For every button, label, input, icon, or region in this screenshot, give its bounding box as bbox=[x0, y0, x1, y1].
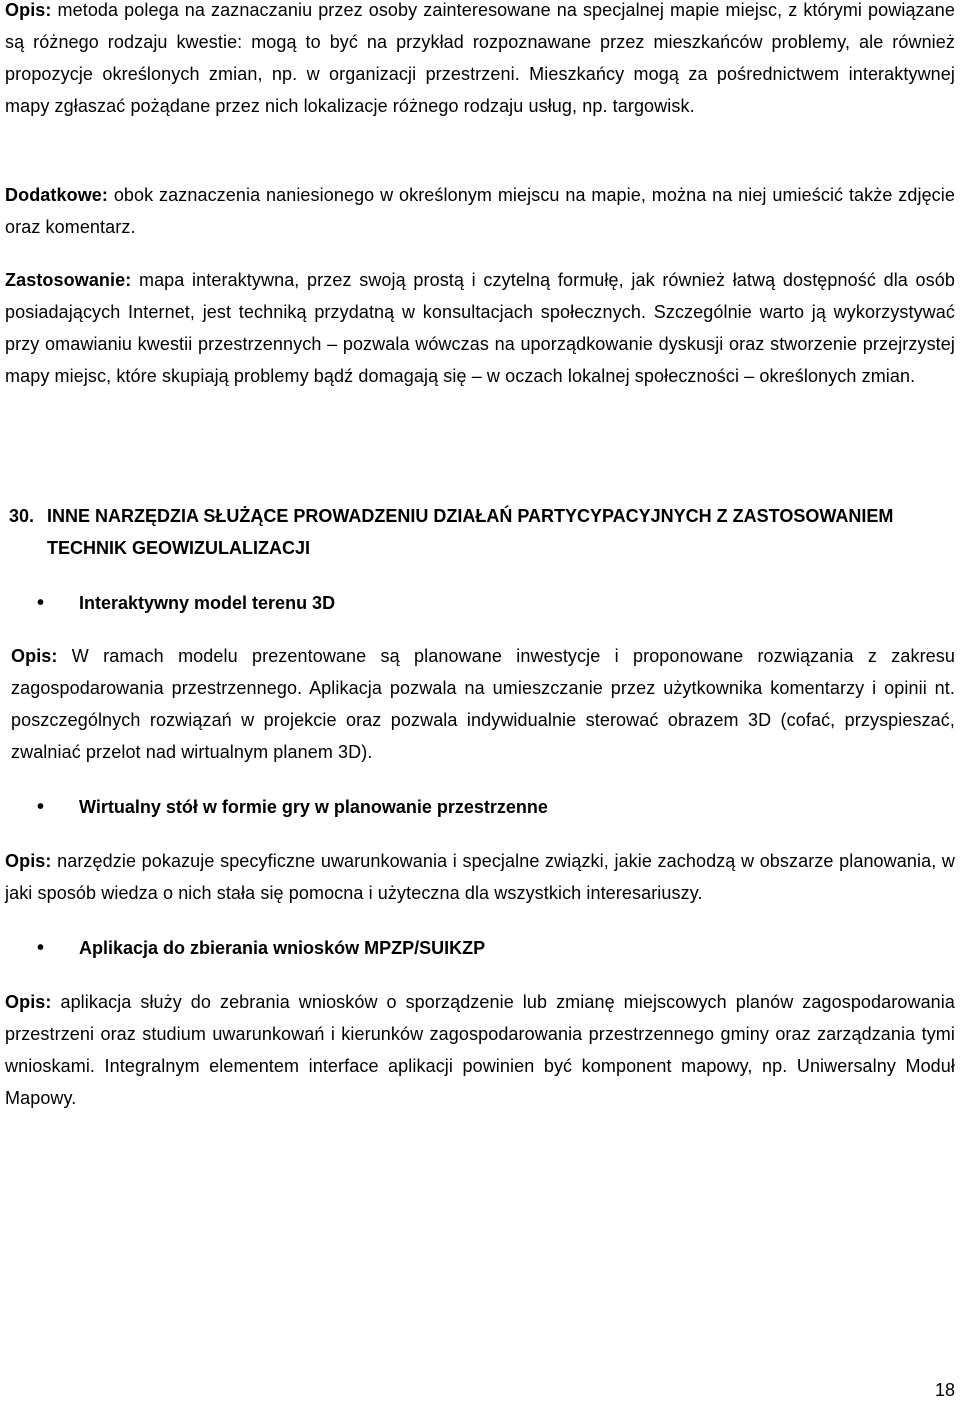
opis-label: Opis: bbox=[11, 646, 58, 666]
paragraph-dodatkowe bbox=[5, 179, 955, 243]
list-item-title bbox=[37, 791, 937, 823]
heading-line-2: TECHNIK GEOWIZULALIZACJI bbox=[47, 538, 310, 558]
paragraph-opis-map bbox=[5, 0, 955, 122]
item-title: Aplikacja do zbierania wniosków MPZP/SUIKZP bbox=[79, 938, 486, 958]
opis-text: metoda polega na zaznaczaniu przez osoby zainteresowane na specjalnej mapie miejsc, z którymi powiązane są różnego rodzaju kwestie: mogą to być na przykład rozpoznawane przez mieszkańców problemy, ale również propozycje określonych zmian, np. w organizacji przestrzeni. Mieszkańcy mogą za pośrednictwem interaktywnej mapy zgłaszać pożądane przez nich lokalizacje różnego rodzaju usług, np. targowisk. bbox=[5, 0, 955, 116]
opis-text: aplikacja służy do zebrania wniosków o sporządzenie lub zmianę miejscowych planów zagospodarowania przestrzeni oraz studium uwarunkowań i kierunków zagospodarowania przestrzennego gminy oraz zarządzania tymi wnioskami. Integralnym elementem interface aplikacji powinien być komponent mapowy, np. Uniwersalny Moduł Mapowy. bbox=[5, 992, 955, 1108]
item-title: Wirtualny stół w formie gry w planowanie przestrzenne bbox=[79, 797, 548, 817]
bullet-icon: • bbox=[37, 937, 45, 959]
bullet-icon: • bbox=[37, 796, 45, 818]
bullet-icon: • bbox=[37, 592, 45, 614]
item-title: Interaktywny model terenu 3D bbox=[79, 593, 336, 613]
paragraph-item-description bbox=[5, 986, 955, 1114]
opis-label: Opis: bbox=[5, 992, 52, 1012]
opis-label: Opis: bbox=[5, 0, 52, 20]
list-item-title bbox=[37, 932, 937, 964]
dodatkowe-label: Dodatkowe: bbox=[5, 185, 109, 205]
opis-text: narzędzie pokazuje specyficzne uwarunkowania i specjalne związki, jakie zachodzą w obszarze planowania, w jaki sposób wiedza o nich stała się pomocna i użyteczna dla wszystkich interesariuszy. bbox=[5, 851, 955, 903]
section-number: 30. bbox=[9, 506, 35, 526]
paragraph-item-description bbox=[5, 845, 955, 909]
zastosowanie-text: mapa interaktywna, przez swoją prostą i czytelną formułę, jak również łatwą dostępność dla osób posiadających Internet, jest techniką przydatną w konsultacjach społecznych. Szczególnie warto ją wykorzystywać przy omawianiu kwestii przestrzennych – pozwala wówczas na uporządkowanie dyskusji oraz stworzenie przejrzystej mapy miejsc, które skupiają problemy bądź domagają się – w oczach lokalnej społeczności – określonych zmian. bbox=[5, 270, 955, 386]
zastosowanie-label: Zastosowanie: bbox=[5, 270, 132, 290]
paragraph-item-description bbox=[11, 640, 955, 768]
section-heading bbox=[9, 500, 954, 564]
dodatkowe-text: obok zaznaczenia naniesionego w określonym miejscu na mapie, można na niej umieścić także zdjęcie oraz komentarz. bbox=[5, 185, 955, 237]
heading-line-1: INNE NARZĘDZIA SŁUŻĄCE PROWADZENIU DZIAŁAŃ PARTYCYPACYJNYCH Z ZASTOSOWANIEM bbox=[47, 506, 894, 526]
opis-label: Opis: bbox=[5, 851, 52, 871]
opis-text: W ramach modelu prezentowane są planowane inwestycje i proponowane rozwiązania z zakresu zagospodarowania przestrzennego. Aplikacja pozwala na umieszczanie przez użytkownika komentarzy i opinii nt. poszczególnych rozwiązań w projekcie oraz pozwala indywidualnie sterować obrazem 3D (cofać, przyspieszać, zwalniać przelot nad wirtualnym planem 3D). bbox=[11, 646, 955, 762]
paragraph-zastosowanie bbox=[5, 264, 955, 392]
list-item-title bbox=[37, 587, 937, 619]
page-number: 18 bbox=[934, 1380, 955, 1400]
